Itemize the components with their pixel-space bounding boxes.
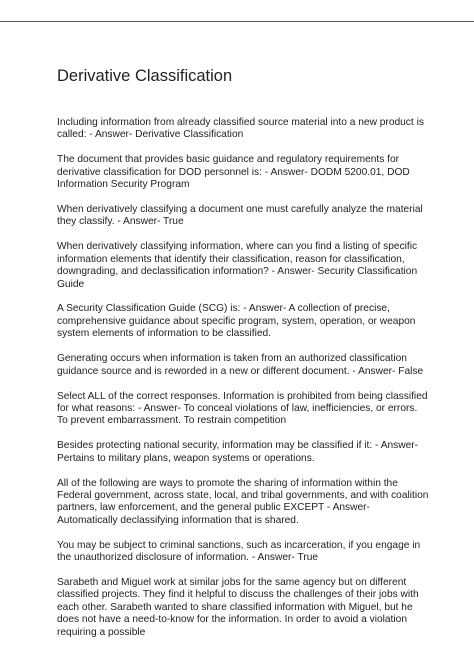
qa-paragraph-11: Sarabeth and Miguel work at similar jobs for the same agency but on different classified projects. They find it helpful to discuss the challenges of their jobs with each other. Sarabeth wanted to share classified information with Miguel, but he does not have a need-to-know for the information. In order to avoid a violation requiring a possible — [57, 576, 419, 638]
qa-paragraph-4: When derivatively classifying information, where can you find a listing of specific information elements that identify their classification, reason for classification, downgrading, and declassification information? - Answer- Security Classification Guide — [57, 241, 418, 290]
qa-paragraph-9: All of the following are ways to promote the sharing of information within the Federal government, across state, local, and tribal governments, and with coalition partners, law enforcement, and the general public EXCEPT - Answer- Automatically declassifying information that is shared. — [57, 477, 429, 526]
qa-paragraph-5: A Security Classification Guide (SCG) is: - Answer- A collection of precise, comprehensive guidance about specific program, system, operation, or weapon system elements of information to be classified. — [57, 303, 416, 340]
qa-paragraph-2: The document that provides basic guidance and regulatory requirements for derivative classification for DOD personnel is: - Answer- DODM 5200.01, DOD Information Security Program — [57, 154, 410, 191]
qa-paragraph-7: Select ALL of the correct responses. Information is prohibited from being classified for what reasons: - Answer- To conceal violations of law, inefficiencies, or errors. To prevent embarrassment. To restrain competition — [57, 390, 428, 427]
qa-paragraph-6: Generating occurs when information is taken from an authorized classification guidance source and is reworded in a new or different document. - Answer- False — [57, 353, 424, 377]
qa-paragraph-8: Besides protecting national security, information may be classified if it: - Answer- Pertains to military plans, weapon systems or operations. — [57, 440, 419, 464]
qa-paragraph-3: When derivatively classifying a document one must carefully analyze the material they classify. - Answer- True — [57, 204, 423, 228]
document-page — [57, 66, 429, 652]
qa-paragraph-1: Including information from already classified source material into a new product is called: - Answer- Derivative Classification — [57, 117, 424, 141]
document-title: Derivative Classification — [57, 67, 233, 85]
qa-paragraph-10: You may be subject to criminal sanctions, such as incarceration, if you engage in the unauthorized disclosure of information. - Answer- True — [57, 539, 421, 564]
header-rule — [0, 21, 474, 22]
